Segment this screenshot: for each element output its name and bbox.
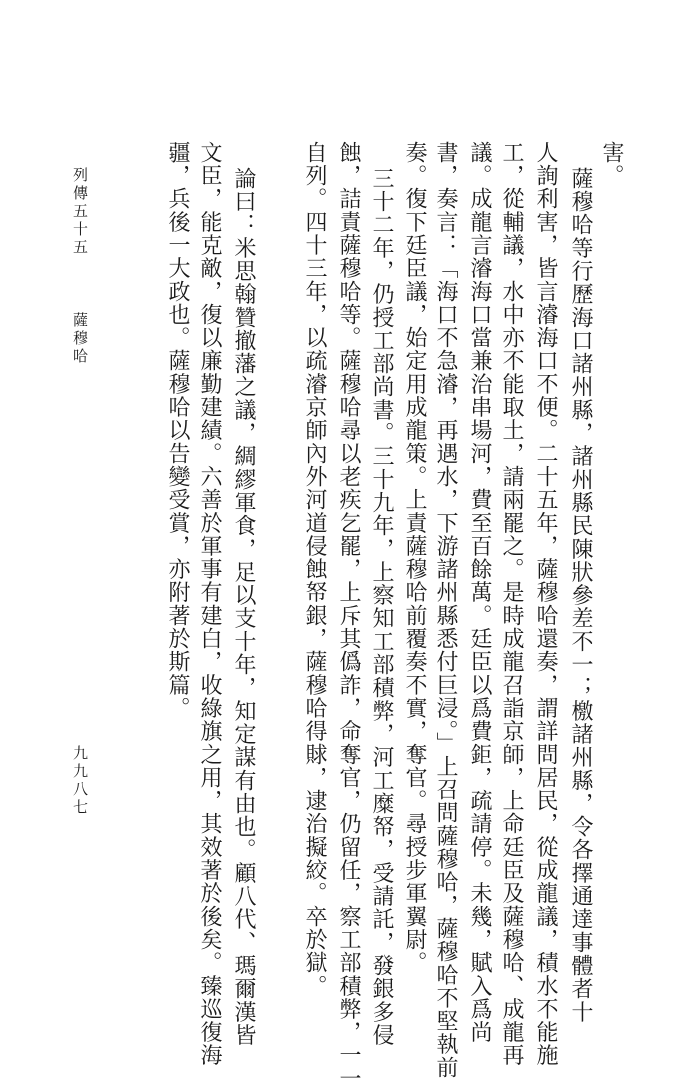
text-column: 薩穆哈等行歷海口諸州縣，諸州縣民陳狀參差不一；檄諸州縣，令各擇通達事體者十 xyxy=(568,167,593,1024)
text-column: 書，奏言：「海口不急濬，再遇水，下游諸州縣悉付巨浸。」上召問薩穆哈，薩穆哈不堅執前 xyxy=(433,141,458,1080)
page-number: 九九八七 xyxy=(71,745,89,817)
text-column: 自列。四十三年，以疏濬京師內外河道侵蝕帑銀，薩穆哈得賕，逮治擬絞。卒於獄。 xyxy=(302,141,327,998)
text-column: 害。 xyxy=(599,141,624,188)
text-column: 蝕，詰責薩穆哈等。薩穆哈尋以老疾乞罷，上斥其僞詐，命奪官，仍留任，察工部積弊，一一 xyxy=(336,141,361,1090)
running-title-left: 列傳五十五 xyxy=(71,167,89,257)
text-column: 奏。復下廷臣議，始定用成龍策。上責薩穆哈前覆奏不實，奪官。尋授步軍翼尉。 xyxy=(402,141,427,975)
running-title-right: 薩穆哈 xyxy=(71,312,89,366)
text-column: 人詢利害，皆言濬海口不便。二十五年，薩穆哈還奏，謂詳問居民，從成龍議，積水不能施 xyxy=(533,141,558,1067)
text-column: 三十二年，仍授工部尚書。三十九年，上察知工部積弊，河工糜帑，受請託，發銀多侵 xyxy=(369,167,394,1047)
text-column: 論曰：米思翰贊撤藩之議，綢繆軍食，足以支十年，知定謀有由也。顧八代、瑪爾漢皆 xyxy=(231,167,256,1047)
text-column: 工，從輔議，水中亦不能取土，請兩罷之。是時成龍召詣京師，上命廷臣及薩穆哈、成龍再 xyxy=(499,141,524,1067)
text-column: 議。成龍言濬海口當兼治串場河，費至百餘萬。廷臣以爲費鉅，疏請停。未幾，賦入爲尚 xyxy=(467,141,492,1044)
text-column: 文臣，能克敵，復以廉勤建績。六善於軍事有建白，收綠旗之用，其效著於後矣。臻巡復海 xyxy=(197,141,222,1067)
text-column: 疆，兵後一大政也。薩穆哈以告變受賞，亦附著於斯篇。 xyxy=(165,141,190,720)
